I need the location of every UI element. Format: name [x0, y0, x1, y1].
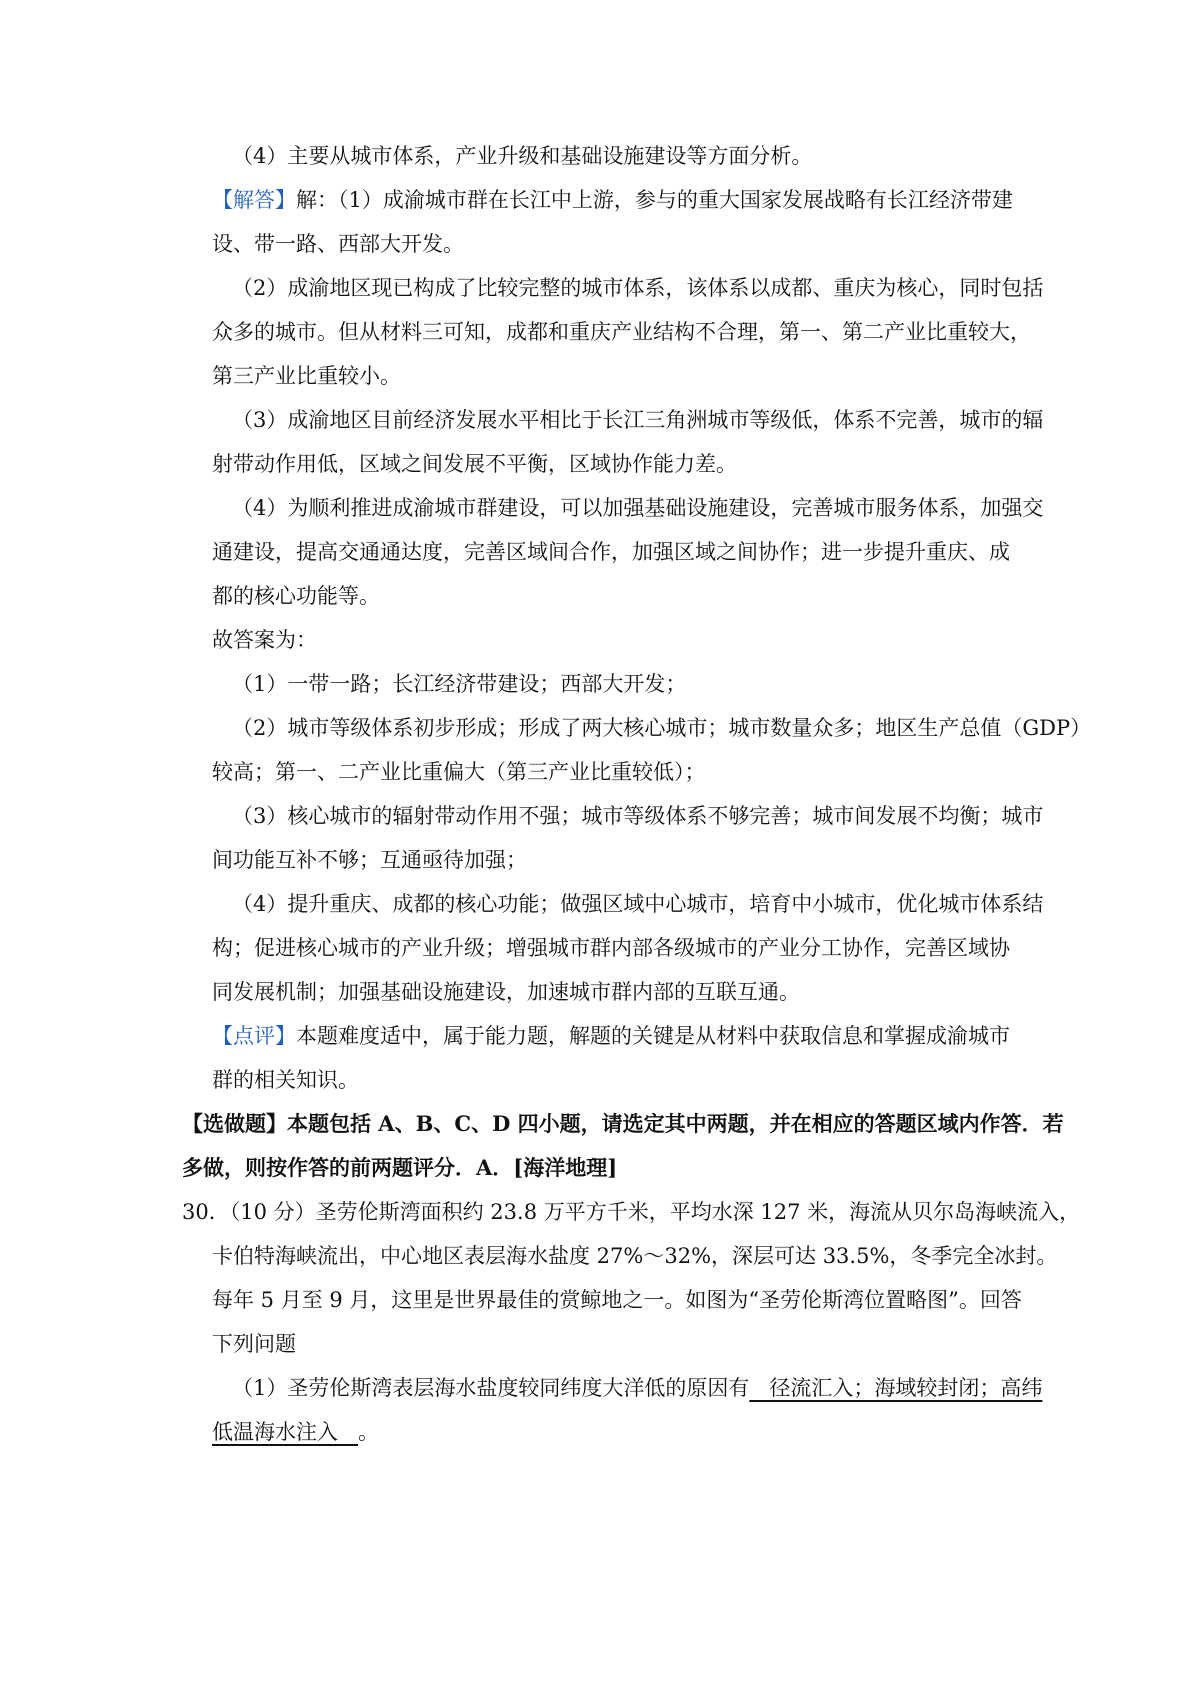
final-answer-1: （1）一带一路；长江经济带建设；西部大开发；	[232, 672, 687, 696]
answer-paragraph-1-line-2: 设、带一路、西部大开发。	[212, 232, 464, 256]
answer-paragraph-2-line-2: 众多的城市。但从材料三可知，成都和重庆产业结构不合理，第一、第二产业比重较大，	[212, 320, 1031, 344]
answer-p1-text: 解：（1）成渝城市群在长江中上游，参与的重大国家发展战略有长江经济带建	[296, 188, 1013, 212]
sub-1-answer-part-1: 径流汇入；海域较封闭；高纬	[749, 1376, 1043, 1400]
comment-text: 本题难度适中，属于能力题，解题的关键是从材料中获取信息和掌握成渝城市	[296, 1024, 1010, 1048]
final-answer-3-line-2: 间功能互补不够；互通亟待加强；	[212, 848, 527, 872]
comment-line-2: 群的相关知识。	[212, 1068, 359, 1092]
final-answer-3-line-1: （3）核心城市的辐射带动作用不强；城市等级体系不够完善；城市间发展不均衡；城市	[232, 804, 1044, 828]
question-30-line-1: 30．（10 分）圣劳伦斯湾面积约 23.8 万平方千米，平均水深 127 米，海流从贝尔岛海峡流入，	[182, 1200, 1081, 1224]
sub-1-prompt: （1）圣劳伦斯湾表层海水盐度较同纬度大洋低的原因有	[232, 1376, 750, 1400]
final-answer-4-line-1: （4）提升重庆、成都的核心功能；做强区域中心城市，培育中小城市，优化城市体系结	[232, 892, 1044, 916]
question-30-line-3: 每年 5 月至 9 月，这里是世界最佳的赏鲸地之一。如图为“圣劳伦斯湾位置略图”。回答	[212, 1288, 1022, 1312]
question-30-sub-1-line-1	[232, 1364, 1042, 1412]
final-answer-2-line-2: 较高；第一、二产业比重偏大（第三产业比重较低）；	[212, 760, 706, 784]
question-30-line-2: 卡伯特海峡流出，中心地区表层海水盐度 27%～32%，深层可达 33.5%，冬季完全冰封。	[212, 1244, 1058, 1268]
answer-paragraph-1-line-1	[212, 176, 1013, 224]
comment-line-1	[212, 1012, 1010, 1060]
final-answer-4-line-2: 构；促进核心城市的产业升级；增强城市群内部各级城市的产业分工协作，完善区域协	[212, 936, 1010, 960]
answer-paragraph-4-line-2: 通建设，提高交通通达度，完善区域间合作，加强区域之间协作；进一步提升重庆、成	[212, 540, 1010, 564]
sub-1-answer-part-2: 低温海水注入	[212, 1420, 359, 1444]
analysis-item-4: （4）主要从城市体系，产业升级和基础设施建设等方面分析。	[232, 144, 813, 168]
answer-paragraph-4-line-1: （4）为顺利推进成渝城市群建设，可以加强基础设施建设，完善城市服务体系，加强交	[232, 496, 1044, 520]
answer-paragraph-3-line-2: 射带动作用低，区域之间发展不平衡，区域协作能力差。	[212, 452, 737, 476]
final-answer-heading: 故答案为：	[212, 628, 317, 652]
answer-paragraph-3-line-1: （3）成渝地区目前经济发展水平相比于长江三角洲城市等级低，体系不完善，城市的辐	[232, 408, 1044, 432]
answer-paragraph-2-line-1: （2）成渝地区现已构成了比较完整的城市体系，该体系以成都、重庆为核心，同时包括	[232, 276, 1044, 300]
answer-tag: 【解答】	[212, 188, 296, 212]
question-30-sub-1-line-2	[212, 1408, 379, 1456]
final-answer-2-line-1: （2）城市等级体系初步形成；形成了两大核心城市；城市数量众多；地区生产总值（GDP）	[232, 716, 1092, 740]
final-answer-4-line-3: 同发展机制；加强基础设施建设，加速城市群内部的互联互通。	[212, 980, 800, 1004]
elective-instruction-line-1: 【选做题】本题包括 A、B、C、D 四小题，请选定其中两题，并在相应的答题区域内作答．若	[182, 1111, 1064, 1136]
comment-tag: 【点评】	[212, 1024, 296, 1048]
question-30-line-4: 下列问题	[212, 1332, 296, 1356]
answer-paragraph-2-line-3: 第三产业比重较小。	[212, 364, 401, 388]
elective-instruction-line-2: 多做，则按作答的前两题评分．A．[海洋地理]	[182, 1155, 618, 1180]
sub-1-end-punctuation: 。	[358, 1420, 380, 1444]
answer-paragraph-4-line-3: 都的核心功能等。	[212, 584, 380, 608]
